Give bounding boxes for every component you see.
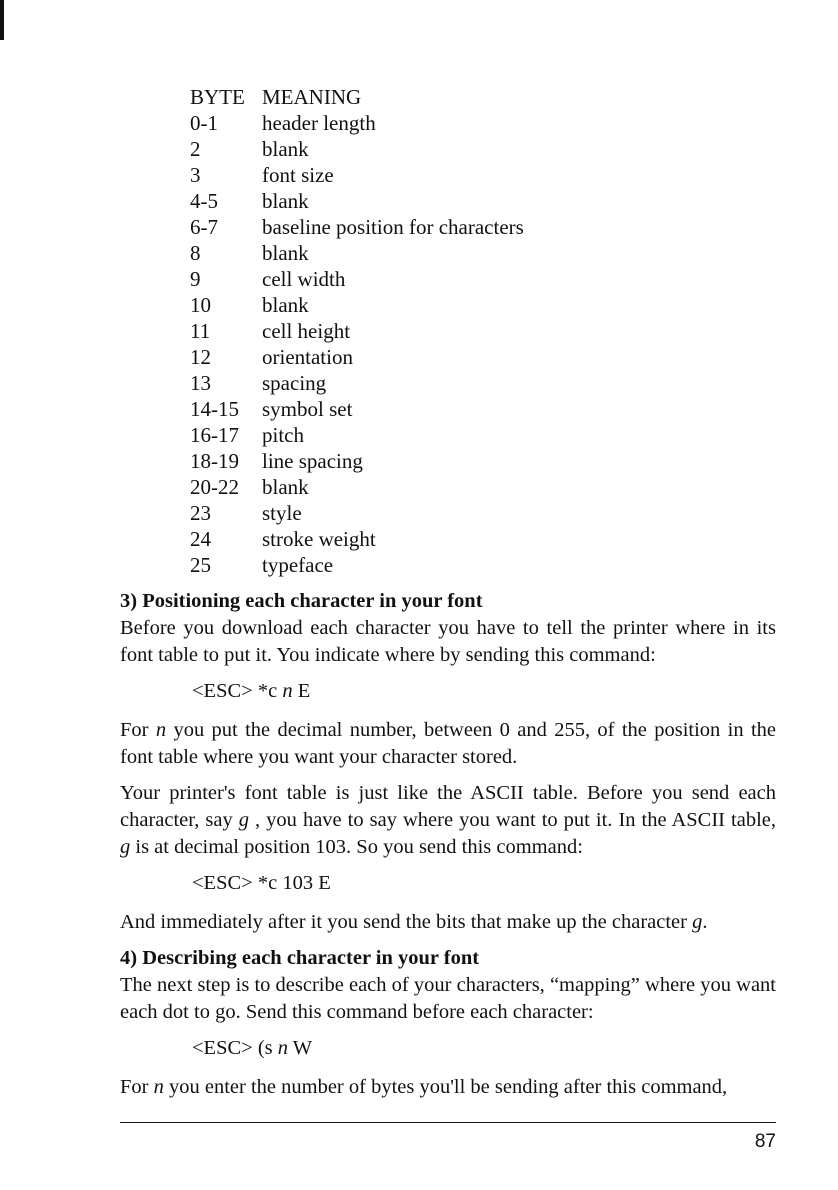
meaning-column-header: MEANING [262, 85, 362, 109]
table-row [190, 552, 524, 578]
table-row [190, 526, 524, 552]
byte-cell: 25 [190, 553, 211, 577]
meaning-cell: font size [262, 163, 334, 187]
table-row [190, 162, 524, 188]
meaning-cell: blank [262, 241, 309, 265]
table-row [190, 110, 524, 136]
byte-cell: 9 [190, 267, 201, 291]
section-3-intro: Before you download each character you have to tell the printer where in its font table to put it. You indicate where by sending this command: [120, 617, 776, 666]
table-row [190, 448, 524, 474]
table-row [190, 214, 524, 240]
page-number: 87 [754, 1131, 776, 1152]
table-row [190, 396, 524, 422]
section-4-heading: 4) Describing each character in your font [120, 947, 480, 969]
byte-cell: 23 [190, 501, 211, 525]
command-esc-s-n-w: <ESC> (s n W [192, 1037, 313, 1059]
table-row [190, 344, 524, 370]
meaning-cell: stroke weight [262, 527, 376, 551]
table-body [190, 110, 524, 578]
table-header [190, 84, 524, 110]
byte-column-header: BYTE [190, 85, 245, 109]
byte-cell: 20-22 [190, 475, 239, 499]
byte-cell: 12 [190, 345, 211, 369]
paragraph-number-of-bytes: For n you enter the number of bytes you'll be sending after this command, [120, 1076, 728, 1098]
table-row [190, 474, 524, 500]
paragraph-send-bits: And immediately after it you send the bits that make up the character g. [120, 911, 708, 933]
byte-cell: 3 [190, 163, 201, 187]
byte-cell: 0-1 [190, 111, 218, 135]
scan-edge-mark [0, 0, 4, 40]
meaning-cell: style [262, 501, 302, 525]
section-4-intro: The next step is to describe each of your characters, “mapping” where you want each dot to go. Send this command before each character: [120, 974, 776, 1023]
meaning-cell: blank [262, 137, 309, 161]
table-row [190, 188, 524, 214]
meaning-cell: blank [262, 293, 309, 317]
byte-cell: 10 [190, 293, 211, 317]
byte-cell: 18-19 [190, 449, 239, 473]
meaning-cell: baseline position for characters [262, 215, 524, 239]
main-text [120, 588, 776, 1110]
meaning-cell: blank [262, 189, 309, 213]
section-3-heading: 3) Positioning each character in your font [120, 590, 483, 612]
byte-cell: 11 [190, 319, 211, 343]
table-row [190, 292, 524, 318]
paragraph-ascii-table: Your printer's font table is just like the ASCII table. Before you send each character, say g , you have to say where you want to put it. In the ASCII table, g is at decimal position 103. So you send this command: [120, 782, 776, 858]
table-row [190, 370, 524, 396]
byte-cell: 6-7 [190, 215, 218, 239]
footer-rule [120, 1122, 776, 1123]
meaning-cell: pitch [262, 423, 304, 447]
meaning-cell: spacing [262, 371, 327, 395]
table-row [190, 266, 524, 292]
table-row [190, 500, 524, 526]
byte-cell: 24 [190, 527, 211, 551]
meaning-cell: blank [262, 475, 309, 499]
meaning-cell: header length [262, 111, 376, 135]
meaning-cell: line spacing [262, 449, 363, 473]
command-esc-c-103-e: <ESC> *c 103 E [192, 872, 331, 894]
command-esc-c-n-e: <ESC> *c n E [192, 680, 311, 702]
byte-cell: 8 [190, 241, 201, 265]
table-row [190, 422, 524, 448]
table-row [190, 240, 524, 266]
byte-cell: 14-15 [190, 397, 239, 421]
byte-cell: 4-5 [190, 189, 218, 213]
meaning-cell: symbol set [262, 397, 353, 421]
table-row [190, 318, 524, 344]
byte-cell: 2 [190, 137, 201, 161]
byte-meaning-table [190, 84, 524, 578]
meaning-cell: cell height [262, 319, 351, 343]
byte-cell: 13 [190, 371, 211, 395]
byte-cell: 16-17 [190, 423, 239, 447]
meaning-cell: cell width [262, 267, 346, 291]
table-row [190, 136, 524, 162]
meaning-cell: orientation [262, 345, 353, 369]
meaning-cell: typeface [262, 553, 334, 577]
paragraph-n-position: For n you put the decimal number, between 0 and 255, of the position in the font table where you want your character stored. [120, 719, 777, 768]
